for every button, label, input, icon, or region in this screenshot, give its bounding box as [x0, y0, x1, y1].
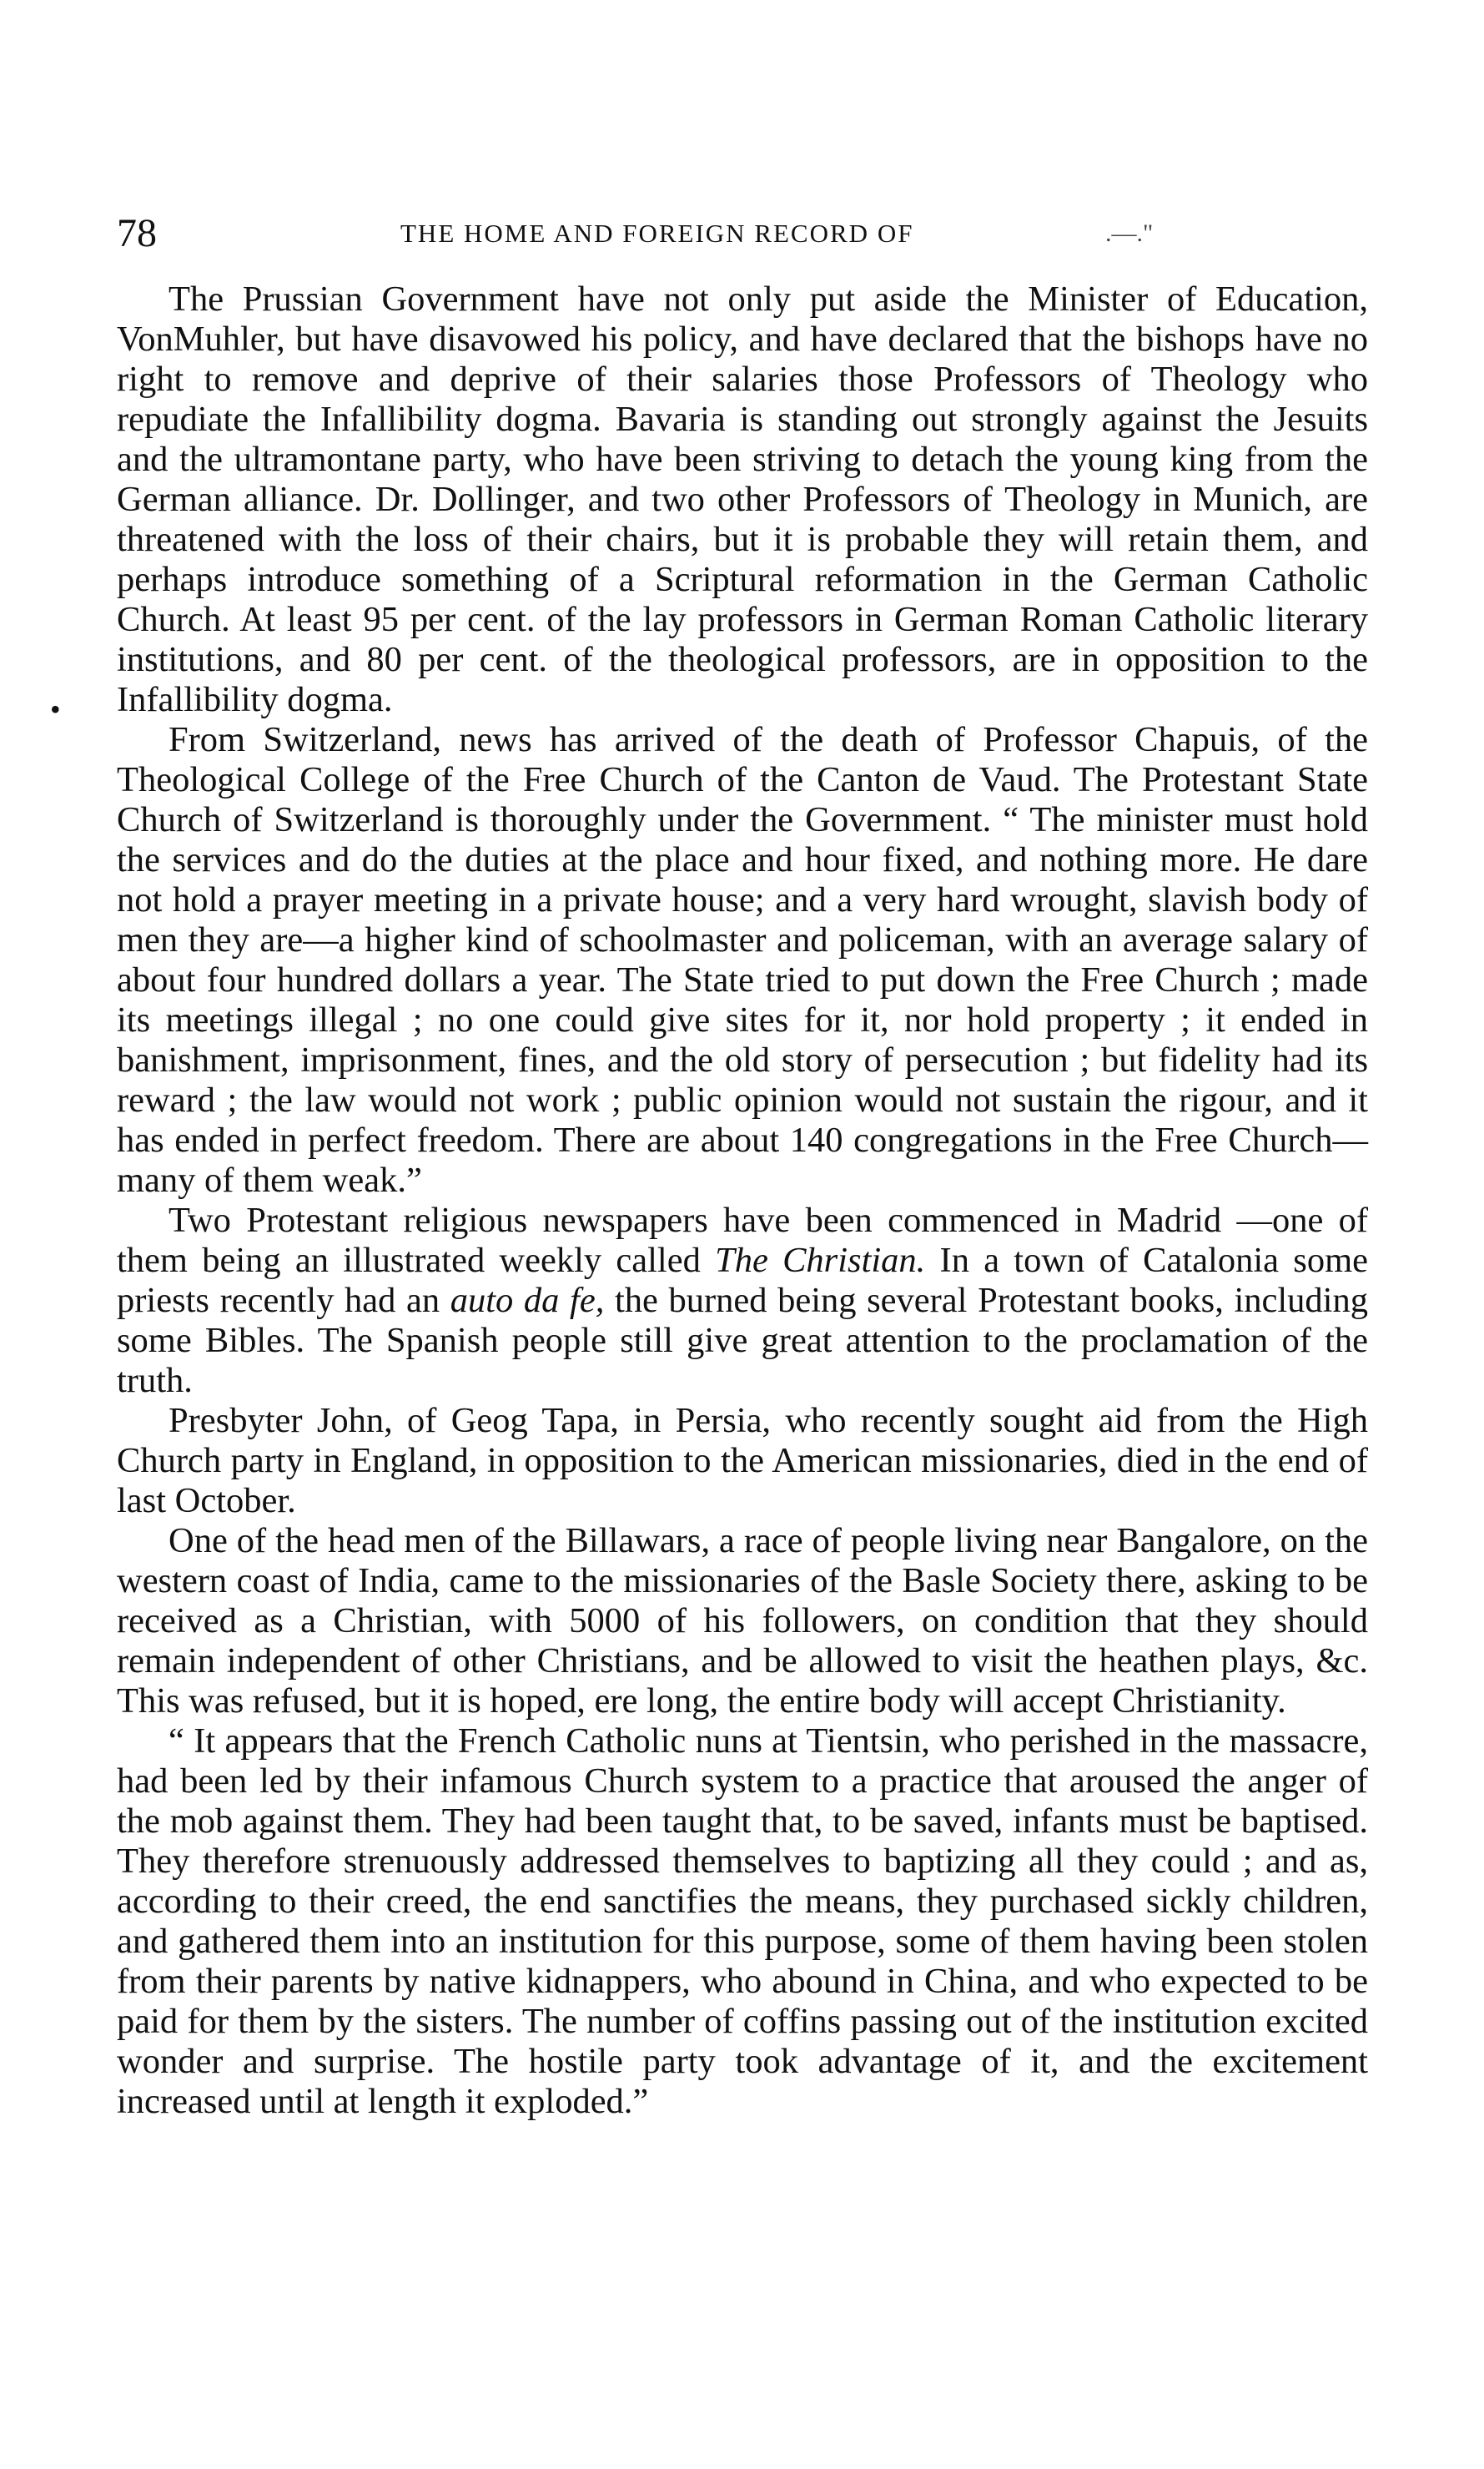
margin-mark: • — [50, 693, 61, 726]
spain-text-after: the burned being several Protestant books, including some Bibles. The Spanish people still give great attention to the proclamation of the truth. — [117, 1281, 1368, 1400]
paragraph-persia: Presbyter John, of Geog Tapa, in Persia, who recently sought aid from the High Church party in England, in opposition to the American missionaries, died in the end of last October. — [117, 1401, 1368, 1520]
paragraph-switzerland: From Switzerland, news has arrived of the death of Professor Chapuis, of the Theological College of the Free Church of the Canton de Vaud. The Protestant State Church of Switzerland is thoroughly under the Government. “ The minister must hold the services and do the duties at the place and hour fixed, and nothing more. He dare not hold a prayer meeting in a private house; and a very hard wrought, slavish body of men they are—a higher kind of schoolmaster and policeman, with an average salary of about four hundred dollars a year. The State tried to put down the Free Church ; made its meetings illegal ; no one could give sites for it, nor hold property ; it ended in banishment, imprisonment, fines, and the old story of persecution ; but fidelity had its reward ; the law would not work ; public opinion would not sustain the rigour, and it has ended in perfect freedom. There are about 140 congregations in the Free Church—many of them weak.” — [117, 720, 1368, 1200]
paragraph-india: One of the head men of the Billawars, a race of people living near Bangalore, on the western coast of India, came to the missionaries of the Basle Society there, asking to be received as a Christian, with 5000 of his followers, on condition that they should remain independent of other Christians, and be allowed to visit the heathen plays, &c. This was refused, but it is hoped, ere long, the entire body will accept Christianity. — [117, 1521, 1368, 1721]
header-mark: .—." — [1105, 219, 1154, 247]
paragraph-prussia: The Prussian Government have not only put aside the Minister of Education, VonMuhler, but have disavowed his policy, and have declared that the bishops have no right to remove and deprive of their salaries those Professors of Theology who repudiate the Infallibility dogma. Bavaria is standing out strongly against the Jesuits and the ultramontane party, who have been striving to detach the young king from the German alliance. Dr. Dollinger, and two other Professors of Theology in Munich, are threatened with the loss of their chairs, but it is probable they will retain them, and perhaps introduce something of a Scriptural reformation in the German Catholic Church. At least 95 per cent. of the lay professors in German Roman Catholic literary institutions, and 80 per cent. of the theological professors, are in opposition to the Infallibility dogma. — [117, 280, 1368, 719]
newspaper-title: The Christian. — [715, 1241, 926, 1280]
paragraph-china: “ It appears that the French Catholic nuns at Tientsin, who perished in the massacre, had been led by their infamous Church system to a practice that aroused the anger of the mob against them. They had been taught that, to be saved, infants must be baptised. They therefore strenuously addressed themselves to baptizing all they could ; and as, according to their creed, the end sanctifies the means, they purchased sickly children, and gathered them into an institution for this purpose, some of them having been stolen from their parents by native kidnappers, who abound in China, and who expected to be paid for them by the sisters. The number of coffins passing out of the institution excited wonder and surprise. The hostile party took advantage of it, and the excitement increased until at length it exploded.” — [117, 1721, 1368, 2121]
spain-text-middle: In a town of Catalonia some priests recently had an — [117, 1241, 1368, 1320]
running-title: THE HOME AND FOREIGN RECORD OF — [400, 219, 914, 248]
page-header — [117, 209, 1368, 259]
spain-text-before: Two Protestant religious newspapers have been commenced in Madrid —one of them being an illustrated weekly called — [117, 1201, 1368, 1280]
auto-da-fe-term: auto da fe, — [450, 1281, 605, 1320]
article-body — [117, 280, 1368, 2122]
paragraph-spain — [117, 1201, 1368, 1401]
page-number: 78 — [117, 211, 157, 255]
